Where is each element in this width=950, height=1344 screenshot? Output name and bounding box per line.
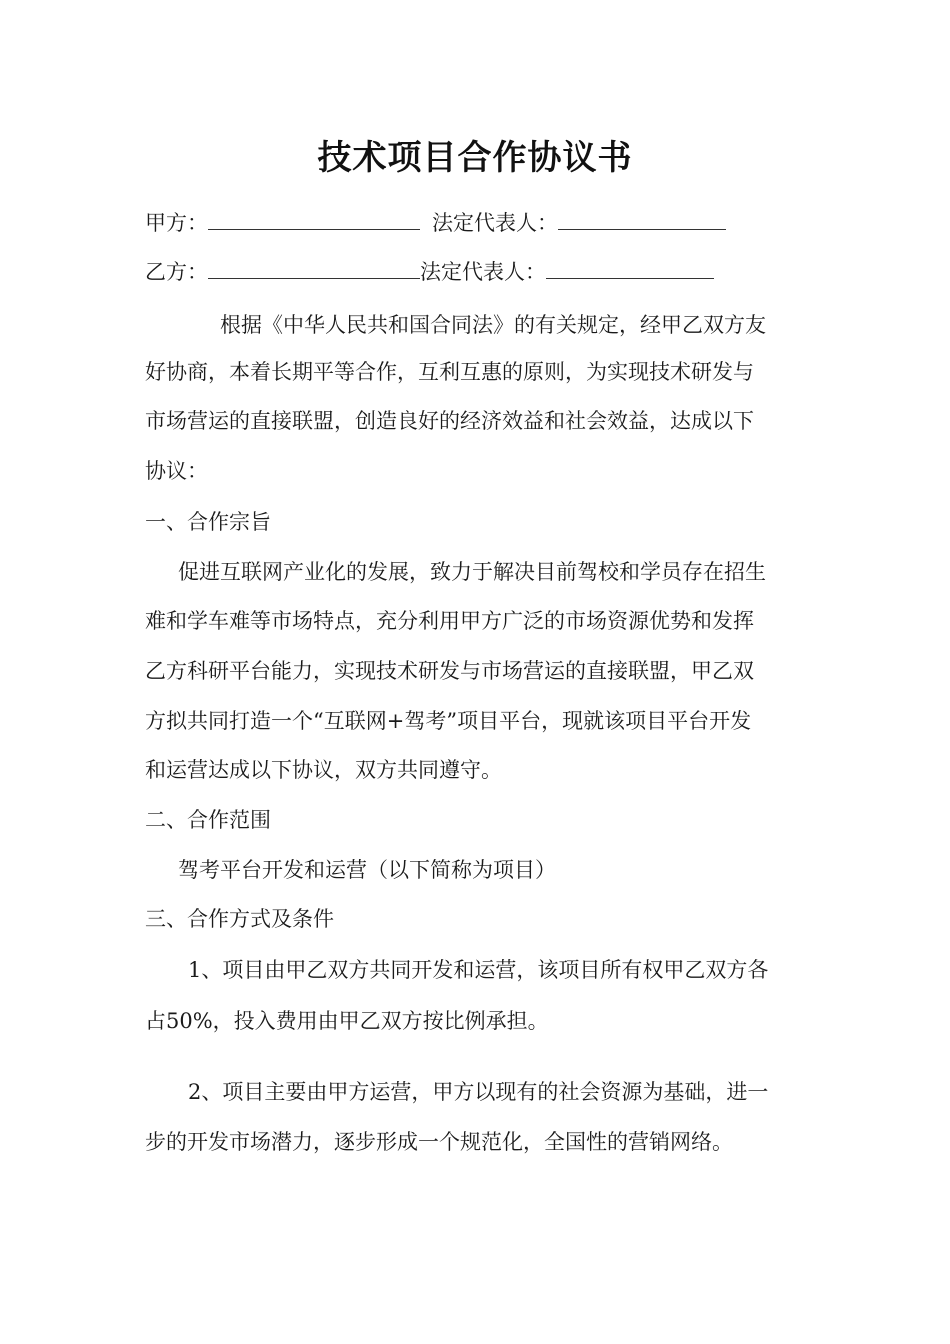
- intro-paragraph-line: 好协商，本着长期平等合作，互利互惠的原则，为实现技术研发与: [145, 360, 754, 384]
- section-1-paragraph-line: 促进互联网产业化的发展，致力于解决目前驾校和学员存在招生: [178, 560, 766, 584]
- party-b-row: [145, 257, 714, 287]
- intro-paragraph-line: 协议：: [145, 459, 208, 483]
- party-a-rep-blank: [558, 211, 726, 230]
- party-a-blank: [208, 211, 420, 230]
- party-a-rep-label: 法定代表人：: [432, 211, 558, 235]
- section-1-paragraph-line: 和运营达成以下协议，双方共同遵守。: [145, 758, 502, 782]
- section-3-item-2-line: 步的开发市场潜力，逐步形成一个规范化，全国性的营销网络。: [145, 1130, 733, 1154]
- party-b-rep-blank: [546, 260, 714, 279]
- section-3-heading: 三、合作方式及条件: [145, 907, 334, 931]
- intro-paragraph-line: 市场营运的直接联盟，创造良好的经济效益和社会效益，达成以下: [145, 409, 754, 433]
- section-2-paragraph-line: 驾考平台开发和运营（以下简称为项目）: [178, 858, 556, 882]
- section-3-item-2-line: 2、项目主要由甲方运营，甲方以现有的社会资源为基础，进一: [188, 1080, 769, 1104]
- section-3-item-1-line: 1、项目由甲乙双方共同开发和运营，该项目所有权甲乙双方各: [188, 958, 769, 982]
- party-a-label: 甲方：: [145, 211, 208, 235]
- party-b-label: 乙方：: [145, 260, 208, 284]
- section-1-heading: 一、合作宗旨: [145, 510, 271, 534]
- party-b-rep-label: 法定代表人：: [420, 260, 546, 284]
- section-1-paragraph-line: 乙方科研平台能力，实现技术研发与市场营运的直接联盟，甲乙双: [145, 659, 754, 683]
- party-a-row: [145, 208, 726, 238]
- section-1-paragraph-line: 方拟共同打造一个“互联网+驾考”项目平台，现就该项目平台开发: [145, 709, 752, 733]
- document-title: 技术项目合作协议书: [317, 138, 633, 178]
- intro-paragraph-line: 根据《中华人民共和国合同法》的有关规定，经甲乙双方友: [220, 313, 766, 337]
- section-1-paragraph-line: 难和学车难等市场特点，充分利用甲方广泛的市场资源优势和发挥: [145, 609, 754, 633]
- section-3-item-1-line: 占50%，投入费用由甲乙双方按比例承担。: [145, 1009, 549, 1033]
- section-2-heading: 二、合作范围: [145, 808, 271, 832]
- party-b-blank: [208, 260, 420, 279]
